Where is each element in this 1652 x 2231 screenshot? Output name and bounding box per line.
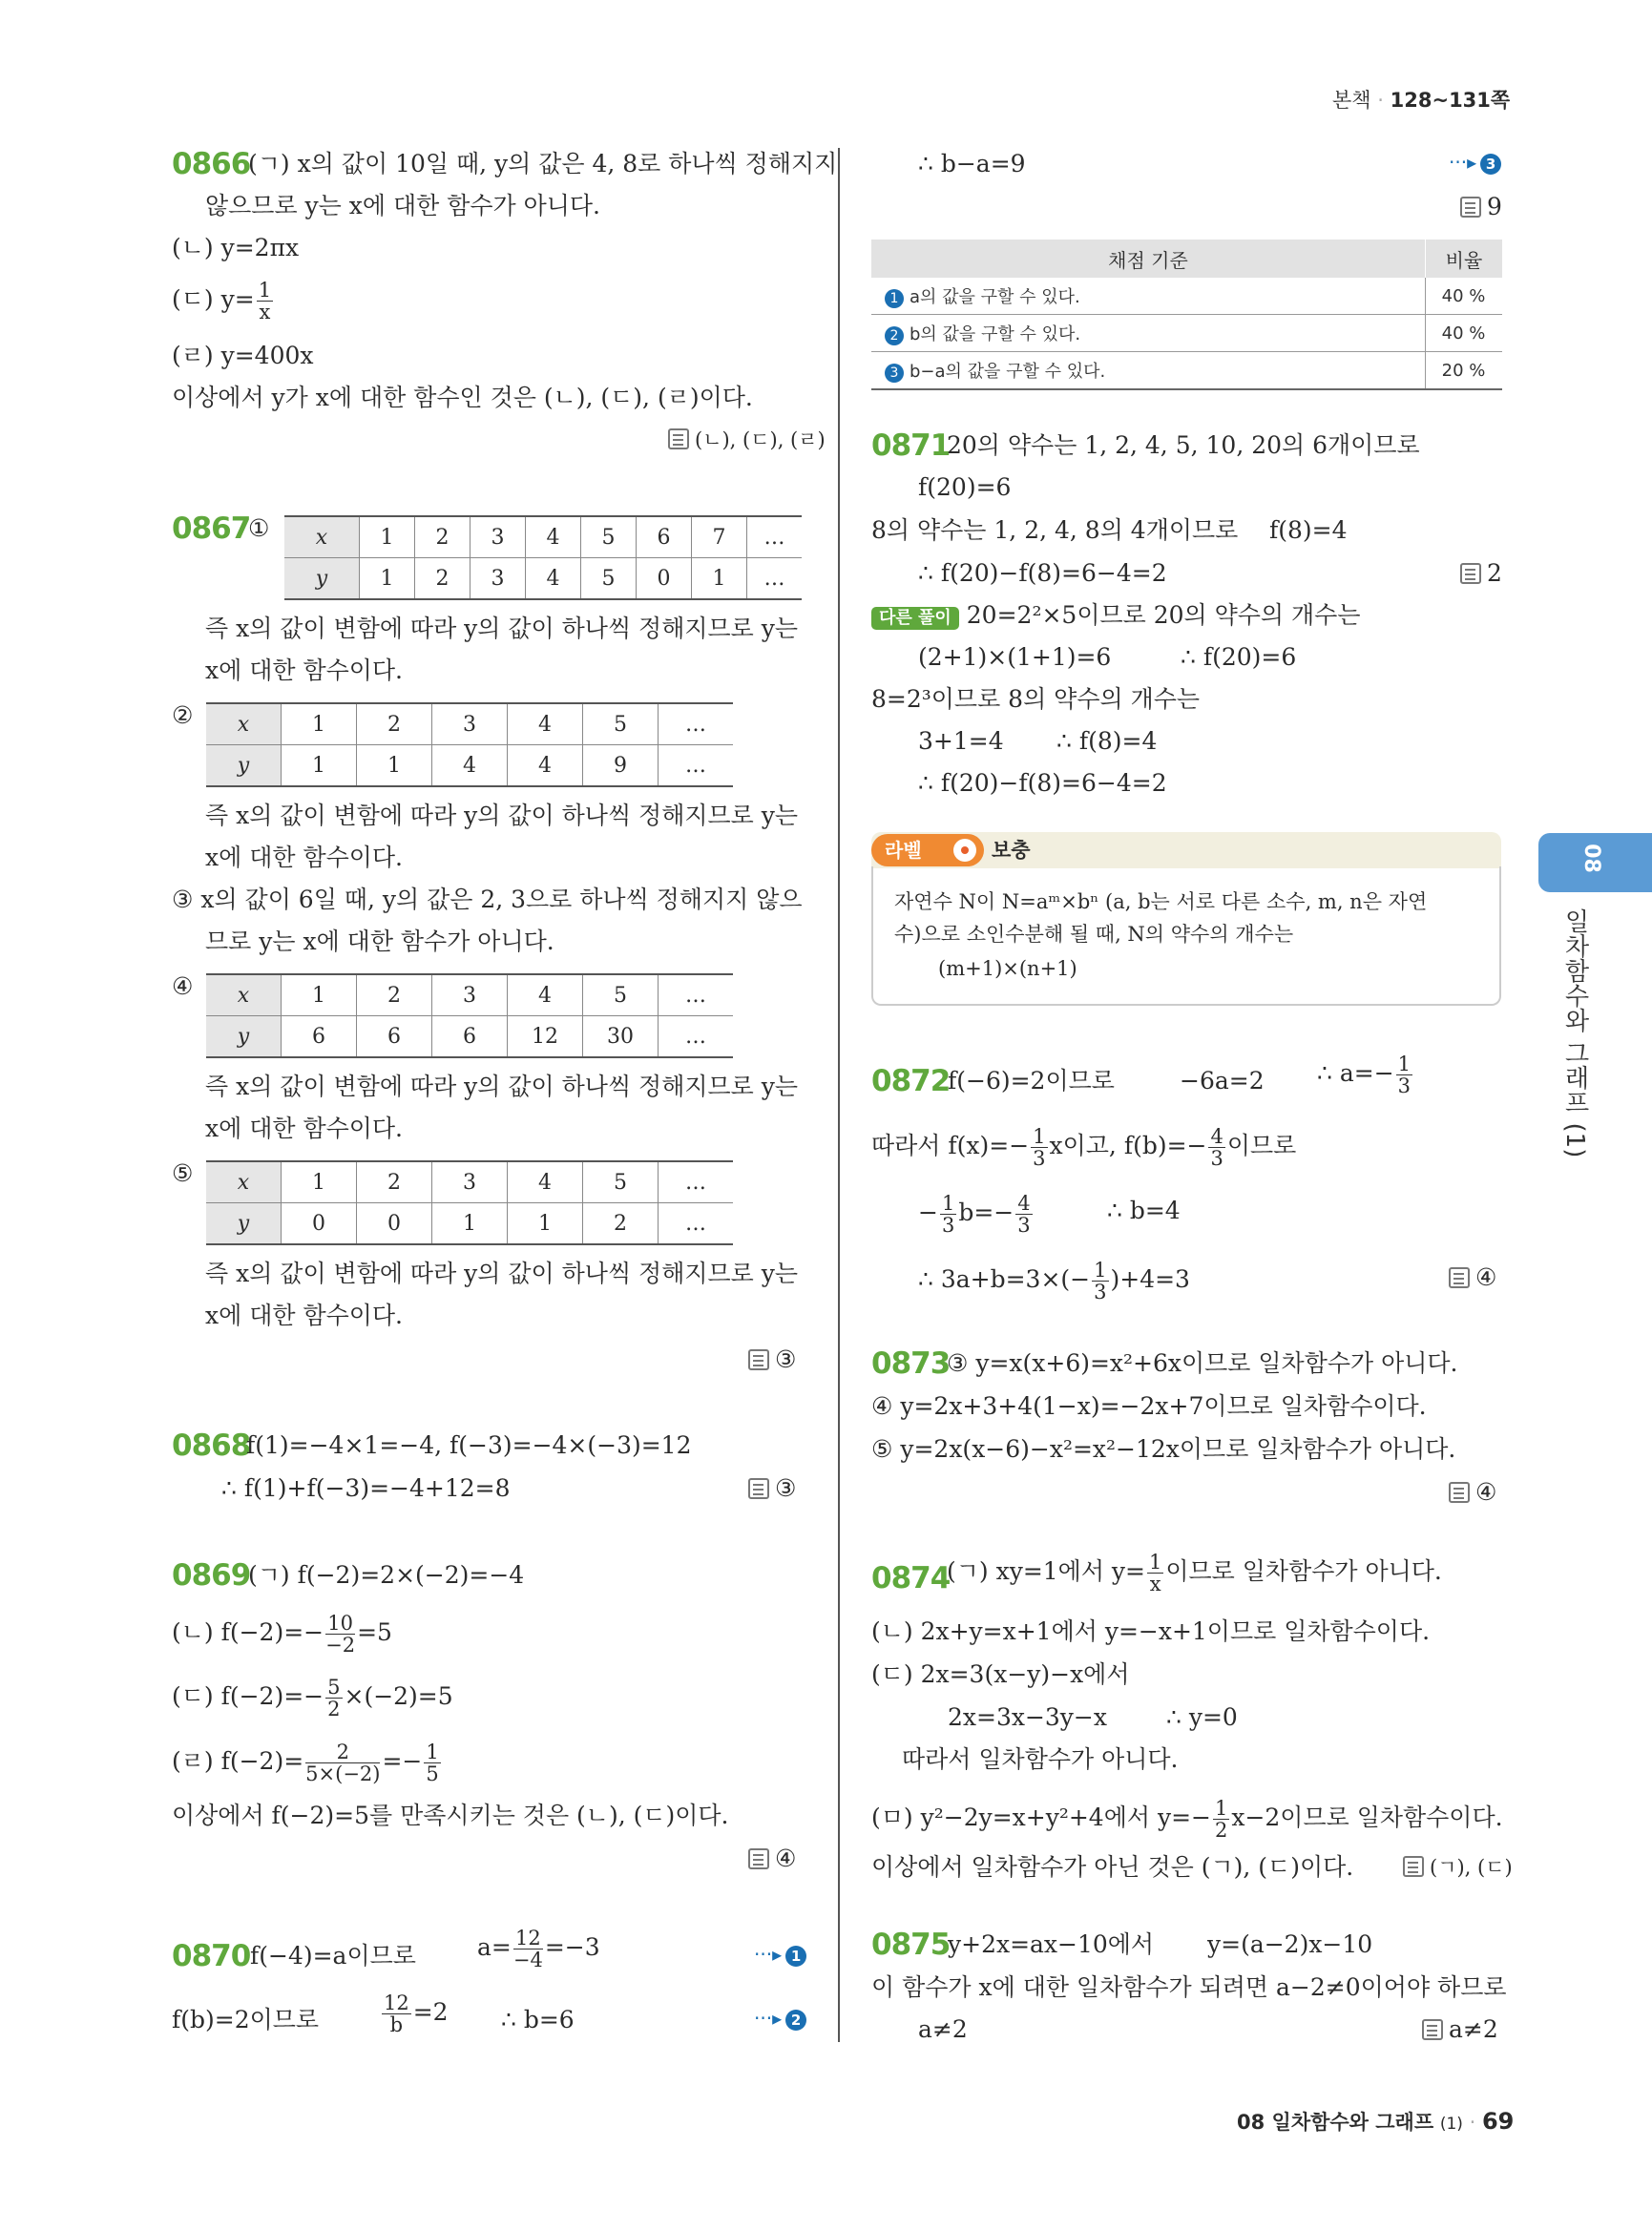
problem-number-0868: 0868: [172, 1428, 251, 1463]
problem-number-0874: 0874: [871, 1561, 951, 1595]
denominator: 2: [1214, 1819, 1228, 1842]
table-cell: 12: [508, 1016, 583, 1058]
table-cell: 7: [692, 516, 747, 558]
text-line: [380, 1992, 449, 2035]
denominator: 3: [1033, 1147, 1046, 1170]
text-line: −6a=2: [1180, 1067, 1265, 1095]
text-seg: =2: [412, 1998, 449, 2026]
table-cell: 6: [282, 1016, 357, 1058]
problem-number-0872: 0872: [871, 1064, 951, 1098]
text-line: x에 대한 함수이다.: [205, 1302, 403, 1329]
numerator: 1: [941, 1192, 955, 1215]
table-cell: 0: [637, 558, 692, 600]
table-cell: 1: [282, 745, 357, 787]
denominator: 3: [1397, 1074, 1412, 1097]
fraction: [513, 1928, 543, 1970]
grading-criteria-table: [871, 240, 1502, 390]
table-cell: x: [284, 516, 360, 558]
numerator: 10: [325, 1613, 355, 1635]
text-line: ∴ b=4: [1107, 1197, 1181, 1224]
table-cell: 1: [692, 558, 747, 600]
fraction: [382, 1992, 411, 2035]
table-cell: 4: [508, 1161, 583, 1203]
table-cell: 2: [357, 974, 432, 1016]
table-cell: 5: [583, 974, 659, 1016]
answer: [748, 1472, 796, 1505]
denominator: 5×(−2): [305, 1762, 381, 1785]
step-marker-1: [754, 1943, 806, 1967]
footer-chapter: 08 일차함수와 그래프: [1237, 2111, 1434, 2134]
table-cell: y: [206, 1016, 282, 1058]
table-cell: 0: [357, 1203, 432, 1245]
text-line: f(b)=2이므로: [172, 2006, 320, 2033]
marker-num: 1: [785, 1946, 806, 1967]
supplement-brand: [871, 834, 984, 866]
text-line: f(8)=4: [1269, 516, 1348, 544]
answer: [1460, 191, 1502, 223]
table-cell: 4: [526, 558, 581, 600]
table-cell: 1: [432, 1203, 508, 1245]
text-line: f(−6)=2이므로: [948, 1067, 1115, 1095]
text-seg: a=: [477, 1933, 512, 1961]
text-seg: (ㅁ) y²−2y=x+y²+4에서 y=−: [871, 1804, 1211, 1831]
answer-value: (ㄱ), (ㄷ): [1430, 1856, 1513, 1879]
answer: [748, 1344, 796, 1376]
table-cell: 1: [360, 558, 415, 600]
ratio-header: 비율: [1426, 240, 1503, 278]
fraction: [940, 1193, 956, 1236]
text-line: ∴ f(20)−f(8)=6−4=2: [918, 559, 1167, 587]
problem-number-0873: 0873: [871, 1346, 951, 1381]
fraction: [325, 1677, 342, 1720]
text-seg: 20=2²×5이므로 20의 약수의 개수는: [966, 601, 1361, 629]
text-line: 즉 x의 값이 변함에 따라 y의 값이 하나씩 정해지므로 y는: [205, 1073, 799, 1100]
table-cell: 5: [583, 703, 659, 745]
numerator: 5: [327, 1676, 341, 1699]
table-cell: 1: [282, 1161, 357, 1203]
answer: [1449, 1476, 1496, 1509]
supplement-box: [871, 832, 1501, 1004]
text-line: x에 대한 함수이다.: [205, 844, 403, 871]
table-cell: 1: [360, 516, 415, 558]
table-cell: 0: [282, 1203, 357, 1245]
text-line: (m+1)×(n+1): [938, 957, 1077, 980]
fraction: [1147, 1552, 1163, 1595]
text-line: 자연수 N이 N=aᵐ×bⁿ (a, b는 서로 다른 소수, m, n은 자연: [894, 890, 1428, 913]
text-seg: (ㄴ) f(−2)=−: [172, 1618, 324, 1646]
text-seg: (ㄷ) y=: [172, 285, 255, 313]
text-line: [172, 1741, 443, 1784]
table-cell: 9: [583, 745, 659, 787]
text-line: ∴ f(20)=6: [1181, 643, 1297, 671]
circled-2: ②: [172, 701, 194, 729]
table-cell: 5: [583, 1161, 659, 1203]
fraction: [1031, 1126, 1047, 1169]
text-line: [871, 1798, 1503, 1841]
fraction: [257, 280, 273, 323]
text-line: y=(a−2)x−10: [1207, 1930, 1373, 1958]
criteria-num: 3: [885, 364, 904, 383]
table-cell: …: [659, 745, 734, 787]
problem-number-0867: 0867: [172, 511, 251, 546]
xy-table-1: [284, 515, 802, 600]
table-cell: 4: [508, 974, 583, 1016]
text-line: ③ y=x(x+6)=x²+6x이므로 일차함수가 아니다.: [947, 1349, 1458, 1377]
brand-dot-icon: [953, 839, 976, 862]
page-header: [1332, 86, 1510, 115]
criteria-num: 1: [885, 289, 904, 308]
text-line: ∴ f(8)=4: [1056, 727, 1158, 755]
fraction: [1396, 1053, 1412, 1096]
criteria-text: b−a의 값을 구할 수 있다.: [910, 362, 1106, 382]
answer-icon: [1422, 2019, 1443, 2040]
table-cell: 1: [282, 703, 357, 745]
text-line: (ㄷ) 2x=3(x−y)−x에서: [871, 1660, 1130, 1688]
problem-number-0870: 0870: [172, 1939, 251, 1973]
header-dot: ·: [1377, 89, 1384, 112]
table-cell: 2: [357, 703, 432, 745]
numerator: 1: [1033, 1125, 1046, 1148]
text-line: x에 대한 함수이다.: [205, 657, 403, 684]
text-line: 8=2³이므로 8의 약수의 개수는: [871, 685, 1201, 713]
footer-page-number: 69: [1481, 2108, 1515, 2135]
denominator: b: [389, 2013, 404, 2036]
answer-value: 9: [1487, 193, 1502, 220]
text-line: ∴ b=6: [501, 2006, 575, 2033]
table-cell: …: [659, 703, 734, 745]
answer-value: a≠2: [1449, 2015, 1498, 2043]
answer: [1449, 1261, 1496, 1294]
numerator: 1: [1149, 1551, 1162, 1574]
criteria-row: [871, 278, 1426, 315]
answer-value: ④: [1475, 1263, 1497, 1291]
footer-dot: ·: [1469, 2111, 1476, 2134]
table-cell: 2: [415, 558, 471, 600]
denominator: 2: [327, 1698, 341, 1720]
answer-icon: [1460, 197, 1481, 218]
text-line: 이상에서 일차함수가 아닌 것은 (ㄱ), (ㄷ)이다.: [871, 1853, 1354, 1881]
denominator: 3: [1094, 1281, 1107, 1303]
numerator: 1: [426, 1741, 439, 1763]
text-line: [918, 1260, 1190, 1303]
text-line: [477, 1928, 600, 1970]
text-line: (2+1)×(1+1)=6: [918, 643, 1112, 671]
text-line: [172, 1677, 453, 1720]
text-seg: ∴ 3a+b=3×(−: [918, 1265, 1091, 1293]
text-line: 않으므로 y는 x에 대한 함수가 아니다.: [205, 192, 601, 219]
text-line: 20의 약수는 1, 2, 4, 5, 10, 20의 6개이므로: [947, 431, 1420, 459]
table-cell: 3: [432, 703, 508, 745]
table-cell: 1: [282, 974, 357, 1016]
header-pages: 128~131쪽: [1390, 89, 1511, 112]
answer-value: ③: [775, 1474, 797, 1502]
answer-icon: [748, 1349, 769, 1370]
text-seg: =−3: [544, 1933, 600, 1961]
text-line: 3+1=4: [918, 727, 1004, 755]
text-seg: (ㄷ) f(−2)=−: [172, 1682, 324, 1710]
text-line: 2x=3x−3y−x: [948, 1703, 1107, 1731]
text-line: ④ y=2x+3+4(1−x)=−2x+7이므로 일차함수이다.: [871, 1392, 1427, 1420]
text-line: 따라서 일차함수가 아니다.: [902, 1745, 1179, 1773]
text-line: 이상에서 y가 x에 대한 함수인 것은 (ㄴ), (ㄷ), (ㄹ)이다.: [172, 384, 753, 411]
denominator: x: [259, 301, 271, 323]
text-line: a≠2: [918, 2015, 968, 2043]
marker-arrow: ···▸: [1449, 151, 1477, 174]
text-seg: =5: [357, 1618, 392, 1646]
text-seg: (ㄱ) xy=1에서 y=: [947, 1557, 1145, 1585]
criteria-row: [871, 315, 1426, 352]
answer-value: ④: [775, 1845, 797, 1872]
text-seg: 따라서 f(x)=−: [871, 1132, 1030, 1159]
table-cell: 1: [508, 1203, 583, 1245]
table-cell: …: [659, 974, 734, 1016]
text-line: 즉 x의 값이 변함에 따라 y의 값이 하나씩 정해지므로 y는: [205, 802, 799, 829]
text-line: (ㄱ) f(−2)=2×(−2)=−4: [248, 1561, 525, 1589]
table-cell: 6: [637, 516, 692, 558]
table-cell: x: [206, 1161, 282, 1203]
text-line: ∴ y=0: [1166, 1703, 1238, 1731]
text-line: f(20)=6: [918, 473, 1012, 501]
step-marker-2: [754, 2007, 806, 2031]
table-cell: 3: [471, 516, 526, 558]
denominator: 5: [426, 1762, 439, 1785]
numerator: 12: [513, 1928, 543, 1950]
text-line: 즉 x의 값이 변함에 따라 y의 값이 하나씩 정해지므로 y는: [205, 1260, 799, 1287]
numerator: 1: [1397, 1053, 1412, 1075]
criteria-text: a의 값을 구할 수 있다.: [910, 287, 1080, 307]
text-line: [918, 1193, 1035, 1236]
table-cell: …: [659, 1203, 734, 1245]
marker-arrow: ···▸: [754, 1943, 783, 1966]
answer-value: ③: [775, 1345, 797, 1373]
table-cell: 4: [432, 745, 508, 787]
criteria-row: [871, 352, 1426, 390]
text-line: 이상에서 f(−2)=5를 만족시키는 것은 (ㄴ), (ㄷ)이다.: [172, 1802, 729, 1829]
table-cell: 2: [415, 516, 471, 558]
table-cell: 1: [357, 745, 432, 787]
answer: [1403, 1851, 1513, 1884]
circled-1: ①: [248, 514, 270, 542]
criteria-header: 채점 기준: [871, 240, 1426, 278]
marker-num: 3: [1480, 154, 1501, 175]
fraction: [1092, 1260, 1108, 1303]
text-line: 즉 x의 값이 변함에 따라 y의 값이 하나씩 정해지므로 y는: [205, 615, 799, 642]
table-cell: y: [206, 1203, 282, 1245]
text-line: 수)으로 소인수분해 될 때, N의 약수의 개수는: [894, 923, 1294, 946]
problem-number-0871: 0871: [871, 428, 951, 463]
numerator: 2: [305, 1741, 380, 1763]
text-seg: x−2이므로 일차함수이다.: [1231, 1804, 1503, 1831]
numerator: 12: [384, 1991, 409, 2014]
numerator: 1: [258, 279, 272, 302]
table-cell: y: [206, 745, 282, 787]
fraction: [424, 1741, 440, 1784]
denominator: 3: [1210, 1147, 1223, 1170]
table-cell: …: [659, 1016, 734, 1058]
table-cell: 6: [357, 1016, 432, 1058]
text-seg: b=−: [958, 1199, 1014, 1226]
text-line: f(−4)=a이므로: [250, 1942, 416, 1970]
xy-table-4: [206, 973, 733, 1058]
footer-part: (1): [1439, 2115, 1463, 2134]
text-line: [1317, 1053, 1414, 1096]
header-label: 본책: [1332, 89, 1371, 112]
text-line: [871, 599, 1360, 632]
text-line: y+2x=ax−10에서: [948, 1930, 1155, 1958]
fraction: [1208, 1126, 1224, 1169]
text-line: 므로 y는 x에 대한 함수가 아니다.: [205, 928, 554, 955]
text-line: (ㄹ) y=400x: [172, 342, 314, 369]
text-seg: =−: [382, 1747, 423, 1775]
column-divider: [838, 148, 840, 2042]
chapter-tab: [1538, 833, 1652, 892]
answer: [668, 424, 826, 456]
text-line: ∴ b−a=9: [918, 150, 1026, 177]
text-line: 이 함수가 x에 대한 일차함수가 되려면 a−2≠0이어야 하므로: [871, 1973, 1507, 2001]
problem-number-0875: 0875: [871, 1928, 951, 1962]
denominator: x: [1149, 1573, 1161, 1595]
table-cell: 3: [471, 558, 526, 600]
table-cell: 30: [583, 1016, 659, 1058]
marker-num: 2: [785, 2010, 806, 2031]
criteria-text: b의 값을 구할 수 있다.: [910, 324, 1081, 344]
table-cell: …: [747, 516, 803, 558]
text-seg: ×(−2)=5: [344, 1682, 453, 1710]
denominator: 3: [1017, 1214, 1031, 1237]
answer: [1460, 557, 1502, 590]
text-line: ⑤ y=2x(x−6)−x²=x²−12x이므로 일차함수가 아니다.: [871, 1435, 1456, 1463]
answer-icon: [748, 1478, 769, 1499]
xy-table-2: [206, 702, 733, 787]
text-seg: 이므로 일차함수가 아니다.: [1165, 1557, 1442, 1585]
answer-icon: [1449, 1482, 1470, 1503]
fraction: [1015, 1193, 1032, 1236]
fraction: [305, 1741, 380, 1784]
text-line: (ㄴ) y=2πx: [172, 234, 300, 261]
table-cell: 5: [581, 516, 637, 558]
text-seg: x이고, f(b)=−: [1049, 1132, 1207, 1159]
answer: [1422, 2013, 1498, 2046]
problem-number-0869: 0869: [172, 1558, 251, 1593]
table-cell: 3: [432, 1161, 508, 1203]
text-line: [947, 1552, 1442, 1595]
answer: [748, 1843, 796, 1875]
denominator: 3: [941, 1214, 955, 1237]
page-footer: [1237, 2107, 1514, 2138]
text-line: x에 대한 함수이다.: [205, 1115, 403, 1142]
answer-value: ④: [1475, 1478, 1497, 1506]
answer-icon: [1403, 1856, 1424, 1877]
table-cell: 2: [583, 1203, 659, 1245]
table-cell: x: [206, 974, 282, 1016]
denominator: −4: [512, 1949, 543, 1971]
answer-value: 2: [1487, 559, 1502, 587]
criteria-num: 2: [885, 326, 904, 345]
denominator: −2: [325, 1634, 356, 1657]
text-line: f(1)=−4×1=−4, f(−3)=−4×(−3)=12: [246, 1431, 692, 1459]
table-cell: 4: [508, 703, 583, 745]
text-line: (ㄱ) x의 값이 10일 때, y의 값은 4, 8로 하나씩 정해지지: [248, 150, 838, 177]
table-cell: y: [284, 558, 360, 600]
table-cell: 4: [508, 745, 583, 787]
numerator: 4: [1017, 1192, 1031, 1215]
text-line: ③ x의 값이 6일 때, y의 값은 2, 3으로 하나씩 정해지지 않으: [172, 886, 803, 913]
problem-number-0866: 0866: [172, 147, 251, 181]
table-cell: 3: [432, 974, 508, 1016]
numerator: 1: [1214, 1797, 1228, 1820]
step-marker-3: [1449, 151, 1501, 175]
text-seg: −: [918, 1199, 938, 1226]
chapter-tab-title: 일차함수와 그래프 (1): [1560, 908, 1589, 1158]
alternate-solution-tag: 다른 풀이: [871, 607, 959, 630]
answer-icon: [1449, 1267, 1470, 1288]
table-cell: 4: [526, 516, 581, 558]
text-seg: ∴ a=−: [1317, 1059, 1394, 1087]
text-seg: 이므로: [1226, 1132, 1297, 1159]
answer-icon: [1460, 563, 1481, 584]
text-line: [871, 1126, 1296, 1169]
criteria-ratio: 20 %: [1426, 352, 1503, 390]
table-cell: 2: [357, 1161, 432, 1203]
circled-5: ⑤: [172, 1159, 194, 1187]
answer-icon: [748, 1848, 769, 1869]
xy-table-5: [206, 1160, 733, 1245]
table-cell: 5: [581, 558, 637, 600]
criteria-ratio: 40 %: [1426, 278, 1503, 315]
supplement-title: 보충: [992, 839, 1031, 862]
answer-icon: [668, 428, 689, 449]
text-seg: (ㄹ) f(−2)=: [172, 1747, 304, 1775]
text-line: ∴ f(1)+f(−3)=−4+12=8: [221, 1474, 511, 1502]
table-cell: …: [659, 1161, 734, 1203]
answer-value: (ㄴ), (ㄷ), (ㄹ): [695, 428, 826, 451]
text-line: [172, 280, 275, 323]
marker-arrow: ···▸: [754, 2007, 783, 2030]
numerator: 4: [1210, 1125, 1223, 1148]
brand-text: 라벨: [885, 839, 922, 862]
table-cell: x: [206, 703, 282, 745]
table-cell: 6: [432, 1016, 508, 1058]
text-line: 8의 약수는 1, 2, 4, 8의 4개이므로: [871, 516, 1239, 544]
chapter-tab-number: 08: [1579, 844, 1603, 873]
table-cell: …: [747, 558, 803, 600]
fraction: [325, 1613, 355, 1656]
circled-4: ④: [172, 972, 194, 1000]
text-line: [172, 1613, 392, 1656]
text-line: (ㄴ) 2x+y=x+1에서 y=−x+1이므로 일차함수이다.: [871, 1617, 1431, 1645]
fraction: [1213, 1798, 1229, 1841]
text-line: ∴ f(20)−f(8)=6−4=2: [918, 769, 1167, 797]
text-seg: )+4=3: [1110, 1265, 1190, 1293]
criteria-ratio: 40 %: [1426, 315, 1503, 352]
numerator: 1: [1094, 1259, 1107, 1282]
